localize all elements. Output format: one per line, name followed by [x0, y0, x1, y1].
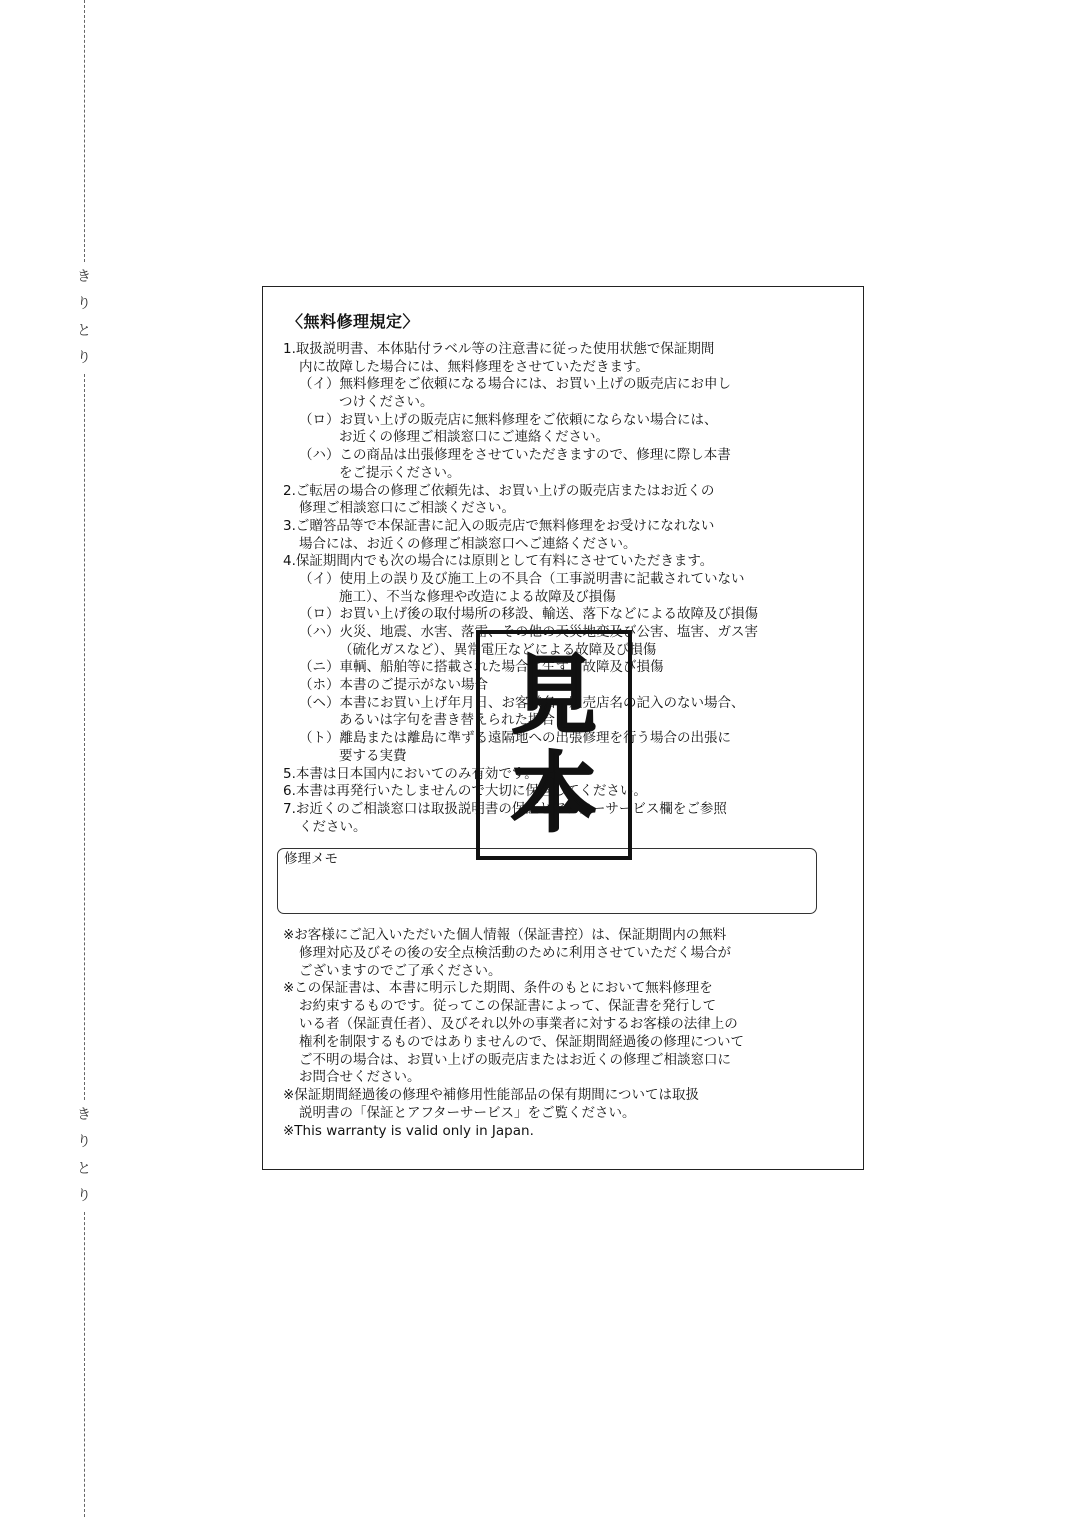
note-line: 権利を制限するものではありませんので、保証期間経過後の修理について — [299, 1033, 744, 1050]
rule-line: 要する実費 — [339, 747, 407, 764]
rule-line: 場合には、お近くの修理ご相談窓口へご連絡ください。 — [299, 535, 637, 552]
rule-line: 2.ご転居の場合の修理ご依頼先は、お買い上げの販売店またはお近くの — [283, 482, 715, 499]
privacy-notes — [283, 927, 853, 1141]
rule-line: 修理ご相談窓口にご相談ください。 — [299, 500, 515, 517]
note-line: ※This warranty is valid only in Japan. — [283, 1122, 534, 1139]
rule-line: 施工）、不当な修理や改造による故障及び損傷 — [339, 588, 616, 605]
rule-line: （ハ）この商品は出張修理をさせていただきますので、修理に際し本書 — [299, 447, 731, 464]
rule-line: （ハ）火災、地震、水害、落雷、その他の天災地変及び公害、塩害、ガス害 — [299, 624, 758, 640]
cut-char: り — [77, 1134, 91, 1150]
cut-label-upper — [76, 264, 92, 372]
free-repair-rules — [283, 341, 853, 836]
note-line: ございますのでご了承ください。 — [299, 962, 502, 979]
cut-char: き — [77, 269, 91, 285]
stamp-char: 本 — [511, 744, 597, 844]
cut-char: と — [77, 1161, 91, 1177]
rule-line: （ト）離島または離島に準ずる遠隔地への出張修理を行う場合の出張に — [299, 730, 731, 747]
cut-char: り — [77, 350, 91, 366]
rule-line: （ホ）本書のご提示がない場合 — [299, 677, 488, 694]
rule-line: （イ）無料修理をご依頼になる場合には、お買い上げの販売店にお申し — [299, 376, 731, 393]
rule-line: をご提示ください。 — [339, 464, 461, 481]
cut-char: と — [77, 323, 91, 339]
stamp-char: 見 — [511, 646, 597, 746]
rule-line: （ヘ）本書にお買い上げ年月日、お客様名、販売店名の記入のない場合、 — [299, 694, 745, 711]
cut-line-middle — [84, 374, 85, 1100]
repair-memo-label: 修理メモ — [284, 851, 338, 867]
cut-char: き — [77, 1107, 91, 1123]
cut-line-bottom — [84, 1212, 85, 1517]
note-line: いる者（保証責任者）、及びそれ以外の事業者に対するお客様の法律上の — [299, 1015, 738, 1032]
rule-line: 1.取扱説明書、本体貼付ラベル等の注意書に従った使用状態で保証期間 — [283, 341, 715, 357]
rule-line: お近くの修理ご相談窓口にご連絡ください。 — [339, 429, 609, 446]
rule-line: ください。 — [299, 818, 367, 835]
rule-line: 内に故障した場合には、無料修理をさせていただきます。 — [299, 358, 649, 375]
note-line: お問合せください。 — [299, 1069, 421, 1086]
note-line: 修理対応及びその後の安全点検活動のために利用させていただく場合が — [299, 944, 731, 961]
rule-line: （イ）使用上の誤り及び施工上の不具合（工事説明書に記載されていない — [299, 570, 745, 587]
cut-line-top — [84, 0, 85, 262]
rule-line: 7.お近くのご相談窓口は取扱説明書の保証とアフターサービス欄をご参照 — [283, 800, 727, 817]
rule-line: 3.ご贈答品等で本保証書に記入の販売店で無料修理をお受けになれない — [283, 517, 715, 534]
rule-line: あるいは字句を書き替えられた場合 — [339, 712, 555, 729]
rule-line: 4.保証期間内でも次の場合には原則として有料にさせていただきます。 — [283, 553, 714, 570]
warranty-card — [262, 286, 864, 1170]
cut-char: り — [77, 1188, 91, 1204]
note-line: ※この保証書は、本書に明示した期間、条件のもとにおいて無料修理を — [283, 980, 713, 997]
note-line: ※保証期間経過後の修理や補修用性能部品の保有期間については取扱 — [283, 1087, 700, 1104]
rule-line: 6.本書は再発行いたしませんので大切に保管してください。 — [283, 783, 647, 800]
repair-memo-box[interactable] — [277, 848, 817, 914]
cut-char: り — [77, 296, 91, 312]
cut-label-lower — [76, 1102, 92, 1210]
note-line: ご不明の場合は、お買い上げの販売店またはお近くの修理ご相談窓口に — [299, 1051, 731, 1068]
note-line: お約束するものです。従ってこの保証書によって、保証書を発行して — [299, 998, 717, 1015]
rule-line: （ロ）お買い上げ後の取付場所の移設、輸送、落下などによる故障及び損傷 — [299, 606, 758, 623]
note-line: ※お客様にご記入いただいた個人情報（保証書控）は、保証期間内の無料 — [283, 927, 727, 943]
rule-line: （ロ）お買い上げの販売店に無料修理をご依頼にならない場合には、 — [299, 411, 718, 428]
rule-line: （硫化ガスなど）、異常電圧などによる故障及び損傷 — [339, 641, 657, 658]
note-line: 説明書の「保証とアフターサービス」をご覧ください。 — [299, 1104, 636, 1121]
card-title: 〈無料修理規定〉 — [287, 312, 420, 331]
rule-line: つけください。 — [339, 394, 434, 411]
rule-line: （ニ）車輌、船舶等に搭載された場合に生ずる故障及び損傷 — [299, 659, 664, 676]
rule-line: 5.本書は日本国内においてのみ有効です。 — [283, 765, 538, 782]
